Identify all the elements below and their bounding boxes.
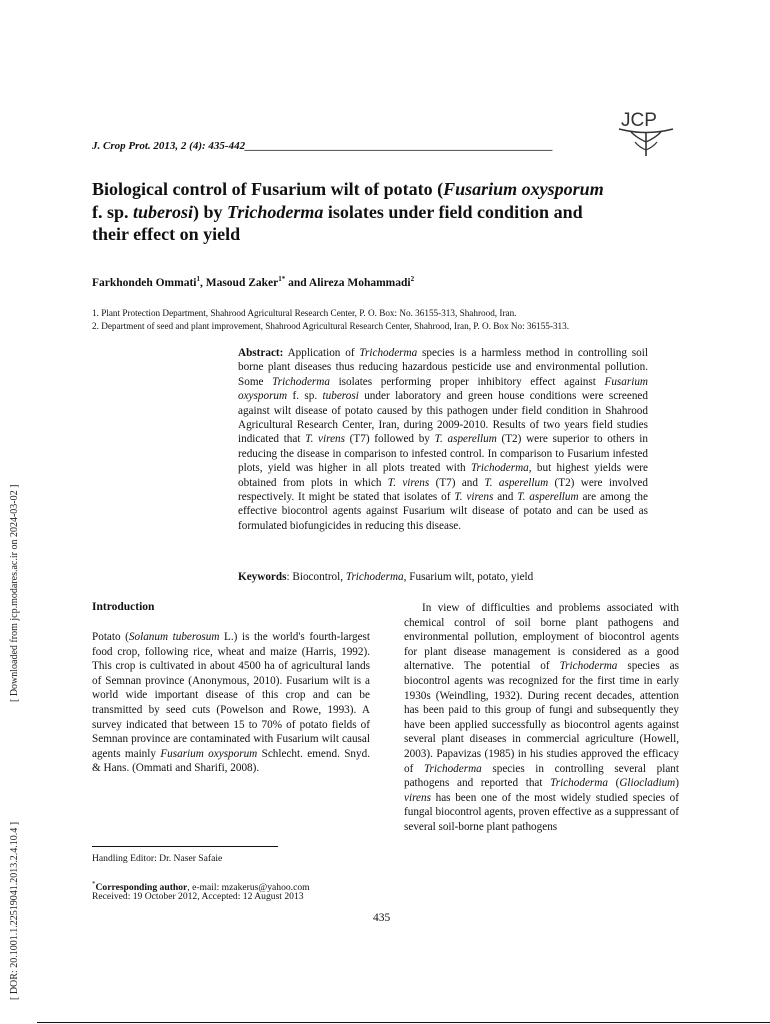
abstract-italic: T. asperellum (484, 476, 549, 489)
keywords-italic: Trichoderma (345, 571, 404, 583)
title-text: Biological control of Fusarium wilt of potato ( (92, 179, 444, 199)
body-italic: Gliocladium (619, 777, 676, 790)
title-text: f. sp. (92, 201, 134, 222)
body-text: ) (675, 777, 679, 790)
abstract-text: species is a harmless method in controlling soil borne plant diseases thus reducing hazardous pesticide use and environmental pollution. Some (238, 347, 648, 388)
author-name: Farkhondeh Ommati (92, 276, 197, 289)
body-italic: Trichoderma (559, 660, 618, 673)
abstract-italic: T. virens (454, 491, 494, 504)
corr-email: , e-mail: mzakerus@yahoo.com (187, 882, 310, 894)
keywords-label: Keywords (238, 571, 287, 583)
abstract-label: Abstract: (238, 347, 284, 359)
body-italic: Trichoderma (550, 777, 608, 790)
author-list (92, 275, 652, 289)
author-name: Masoud Zaker (205, 276, 279, 289)
abstract-text: (T7) followed by (344, 433, 435, 446)
affiliation-2: 2. Department of seed and plant improvement, Shahrood Agricultural Research Center, Shahrood, Iran, P. O. Box No: 36155-313. (92, 321, 570, 331)
abstract-text: (T2) were involved respectively. It might be stated that isolates of (238, 476, 648, 504)
download-note: [ Downloaded from jcp.modares.ac.ir on 2024-03-02 ] (9, 484, 20, 702)
corr-label: Corresponding author (95, 882, 188, 894)
body-text: Schlecht. emend. Snyd. & Hans. (Ommati and Sharifi, 2008). (92, 747, 370, 775)
doi-note: [ DOR: 20.1001.1.22519041.2013.2.4.10.4 ] (9, 821, 20, 1000)
journal-citation-line (92, 140, 622, 152)
abstract-text: (T2) were superior to others in reducing the disease in comparison to infested control. In comparison to Fusarium infested plots, yield was higher in all plots treated with (238, 433, 648, 475)
body-italic: Fusarium oxysporum (160, 747, 258, 760)
abstract-italic: T. asperellum (517, 491, 579, 504)
body-italic: Trichoderma (423, 762, 482, 775)
abstract-text: under laboratory and green house conditions were screened against wilt disease of potato caused by this pathogen under field condition in Shahrood Agricultural Research Center, Iran, during 2009-2010. Results of two years field studies indicated that (238, 390, 648, 446)
keywords (238, 571, 658, 583)
abstract-italic: Trichoderma (272, 375, 330, 388)
abstract-text: , but highest yields were obtained from plots in which (238, 462, 648, 489)
section-heading-introduction: Introduction (92, 601, 155, 613)
title-italic: tuberosi (133, 201, 194, 222)
body-text: ( (607, 777, 620, 790)
author-affil-mark: 1 (196, 275, 200, 283)
author-affil-mark: 1* (278, 275, 286, 283)
abstract-italic: tuberosi (322, 390, 359, 403)
logo-text: JCP (621, 110, 657, 131)
corr-mark: * (92, 880, 96, 888)
keywords-text: , Fusarium wilt, potato, yield (403, 571, 534, 583)
title-text: ) by (193, 201, 228, 222)
title-text: isolates under field condition and their effect on yield (92, 201, 583, 244)
author-affil-mark: 2 (410, 275, 415, 283)
body-italic: virens (404, 791, 431, 804)
intro-right-column (404, 601, 679, 835)
body-text: has been one of the most widely studied species of fungal biocontrol agents, proven effective as a suppressant of several soil-borne plant pathogens (404, 791, 679, 833)
abstract (238, 346, 648, 533)
abstract-text: (T7) and (429, 476, 485, 489)
abstract-italic: Trichoderma (470, 462, 529, 475)
author-separator: , (199, 276, 206, 289)
author-separator: and (285, 276, 309, 289)
abstract-italic: Trichoderma (359, 347, 418, 359)
footnote-divider (92, 846, 278, 847)
body-text: Potato ( (92, 631, 129, 643)
abstract-italic: T. virens (387, 476, 430, 489)
title-italic: Trichoderma (227, 201, 324, 222)
affiliation-1: 1. Plant Protection Department, Shahrood Agricultural Research Center, P. O. Box: No. 36155-313, Shahrood, Iran. (92, 308, 517, 318)
abstract-italic: T. asperellum (434, 433, 497, 446)
body-italic: Solanum tuberosum (128, 631, 220, 643)
abstract-text: Application of (283, 347, 360, 359)
title-italic: Fusarium oxysporum (443, 179, 604, 199)
body-text: L.) is the world's fourth-largest food crop, following rice, wheat and maize (Harris, 1992). This crop is cultivated in about 4500 ha of agricultural lands of Semnan province (Anonymous, 2010). Fusarium wilt is a world wide important disease of this crop and can be transmitted by seed cuts (Powelson and Rowe, 1993). A survey indicated that between 15 to 70% of potato fields of Semnan province are contaminated with Fusarium wilt causal agents mainly (92, 631, 370, 760)
header-rule: ________________________________________________________ (245, 140, 554, 152)
article-title (92, 178, 612, 246)
page-number: 435 (373, 912, 391, 924)
received-dates: Received: 19 October 2012, Accepted: 12 August 2013 (92, 891, 304, 902)
body-text: In view of difficulties and problems associated with chemical control of soil borne plant pathogens and environmental pollution, employment of biocontrol agents for plant disease management is considered as a good alternative. The potential of (404, 602, 679, 673)
body-text: species as biocontrol agents was recognized for the first time in early 1930s (Weindling, 1932). During recent decades, attention has been paid to this group of fungi and subsequently they have been applied successfully as biocontrol agents against several plant diseases in commercial agriculture (Howell, 2003). Papavizas (1985) in his studies approved the efficacy of (404, 660, 679, 775)
abstract-italic: T. virens (305, 433, 345, 446)
keywords-text: : Biocontrol, (286, 571, 346, 583)
abstract-text: and (493, 491, 518, 504)
journal-citation: J. Crop Prot. 2013, 2 (4): 435-442 (92, 140, 246, 152)
abstract-italic: Fusarium oxysporum (238, 375, 649, 403)
page-bottom-rule (37, 1022, 770, 1023)
abstract-text: isolates performing proper inhibitory effect against (329, 375, 605, 388)
abstract-text: f. sp. (287, 390, 323, 403)
abstract-text: are among the effective biocontrol agents against Fusarium wilt disease of potato and can be used as formulated biofungicides in reducing this disease. (238, 491, 648, 532)
handling-editor: Handling Editor: Dr. Naser Safaie (92, 853, 223, 864)
jcp-logo (617, 106, 675, 160)
body-text: species in controlling several plant pathogens and reported that (404, 762, 679, 790)
intro-left-column (92, 630, 370, 776)
jcp-logo-graphic (617, 106, 675, 160)
author-name: Alireza Mohammadi (308, 276, 411, 289)
